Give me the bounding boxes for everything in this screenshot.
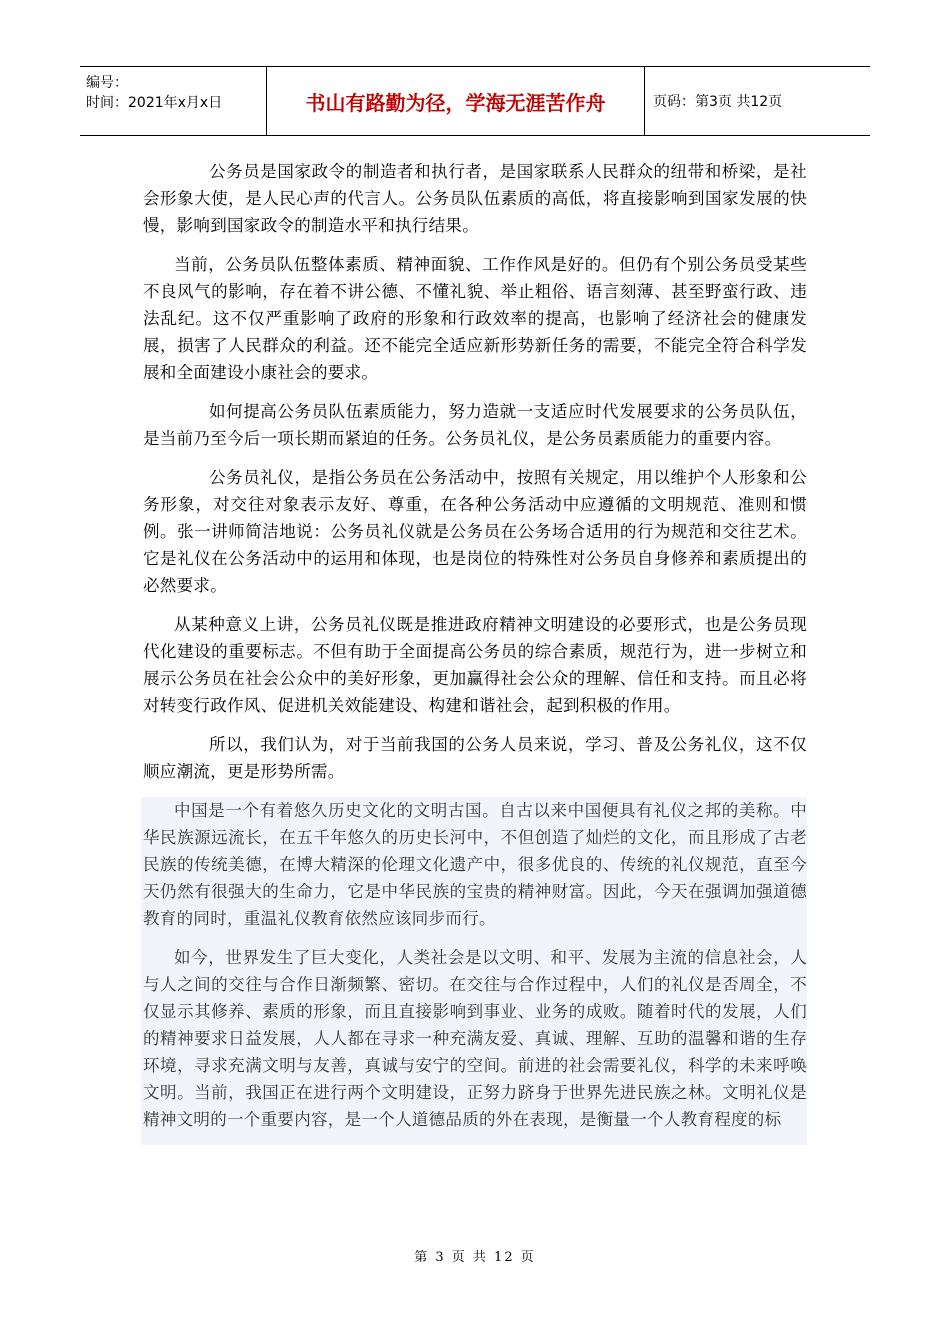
- paragraph-2: 当前，公务员队伍整体素质、精神面貌、工作作风是好的。但仍有个别公务员受某些不良风气的影响，存在着不讲公德、不懂礼貌、举止粗俗、语言刻薄、甚至野蛮行政、违法乱纪。这不仅严重影响了政府的形象和行政效率的提高，也影响了经济社会的健康发展，损害了人民群众的利益。还不能完全适应新形势新任务的需要，不能完全符合科学发展和全面建设小康社会的要求。: [143, 255, 807, 382]
- header-motto: 书山有路勤为径，学海无涯苦作舟: [267, 67, 645, 135]
- paragraph-5: 从某种意义上讲，公务员礼仪既是推进政府精神文明建设的必要形式，也是公务员现代化建设的重要标志。不但有助于全面提高公务员的综合素质，规范行为，进一步树立和展示公务员在社会公众中的美好形象，更加赢得社会公众的理解、信任和支持。而且必将对转变行政作风、促进机关效能建设、构建和谐社会，起到积极的作用。: [143, 615, 807, 715]
- paragraph-7: 中国是一个有着悠久历史文化的文明古国。自古以来中国便具有礼仪之邦的美称。中华民族源远流长，在五千年悠久的历史长河中，不但创造了灿烂的文化，而且形成了古老民族的传统美德，在博大精深的伦理文化遗产中，很多优良的、传统的礼仪规范，直至今天仍然有很强大的生命力，它是中华民族的宝贵的精神财富。因此，今天在强调加强道德教育的同时，重温礼仪教育依然应该同步而行。: [143, 801, 807, 928]
- highlighted-section: [141, 797, 807, 1145]
- document-date-label: 时间：2021年x月x日: [86, 95, 223, 111]
- paragraph-4: 公务员礼仪，是指公务员在公务活动中，按照有关规定，用以维护个人形象和公务形象，对交往对象表示友好、尊重，在各种公务活动中应遵循的文明规范、准则和惯例。张一讲师简洁地说：公务员礼仪就是公务员在公务场合适用的行为规范和交往艺术。它是礼仪在公务活动中的运用和体现，也是岗位的特殊性对公务员自身修养和素质提出的必然要求。: [143, 468, 807, 595]
- page-footer: 第 3 页 共 12 页: [414, 1250, 536, 1265]
- paragraph-6: 所以，我们认为，对于当前我国的公务人员来说，学习、普及公务礼仪，这不仅顺应潮流，更是形势所需。: [143, 735, 807, 781]
- paragraph-1: 公务员是国家政令的制造者和执行者，是国家联系人民群众的纽带和桥梁，是社会形象大使，是人民心声的代言人。公务员队伍素质的高低，将直接影响到国家发展的快慢，影响到国家政令的制造水平和执行结果。: [143, 162, 807, 235]
- header-page-info: 页码：第3页 共12页: [653, 94, 783, 110]
- paragraph-3: 如何提高公务员队伍素质能力，努力造就一支适应时代发展要求的公务员队伍，是当前乃至今后一项长期而紧迫的任务。公务员礼仪，是公务员素质能力的重要内容。: [143, 402, 807, 448]
- document-body: [143, 158, 807, 1145]
- header-meta: [80, 67, 267, 135]
- document-number-label: 编号：: [86, 75, 128, 91]
- page-header: [80, 66, 870, 136]
- paragraph-8: 如今，世界发生了巨大变化，人类社会是以文明、和平、发展为主流的信息社会，人与人之间的交往与合作日渐频繁、密切。在交往与合作过程中，人们的礼仪是否周全，不仅显示其修养、素质的形象，而且直接影响到事业、业务的成败。随着时代的发展，人们的精神要求日益发展，人人都在寻求一种充满友爱、真诚、理解、互助的温馨和谐的生存环境，寻求充满文明与友善，真诚与安宁的空间。前进的社会需要礼仪，科学的未来呼唤文明。当前，我国正在进行两个文明建设，正努力跻身于世界先进民族之林。文明礼仪是精神文明的一个重要内容，是一个人道德品质的外在表现，是衡量一个人教育程度的标: [143, 948, 807, 1129]
